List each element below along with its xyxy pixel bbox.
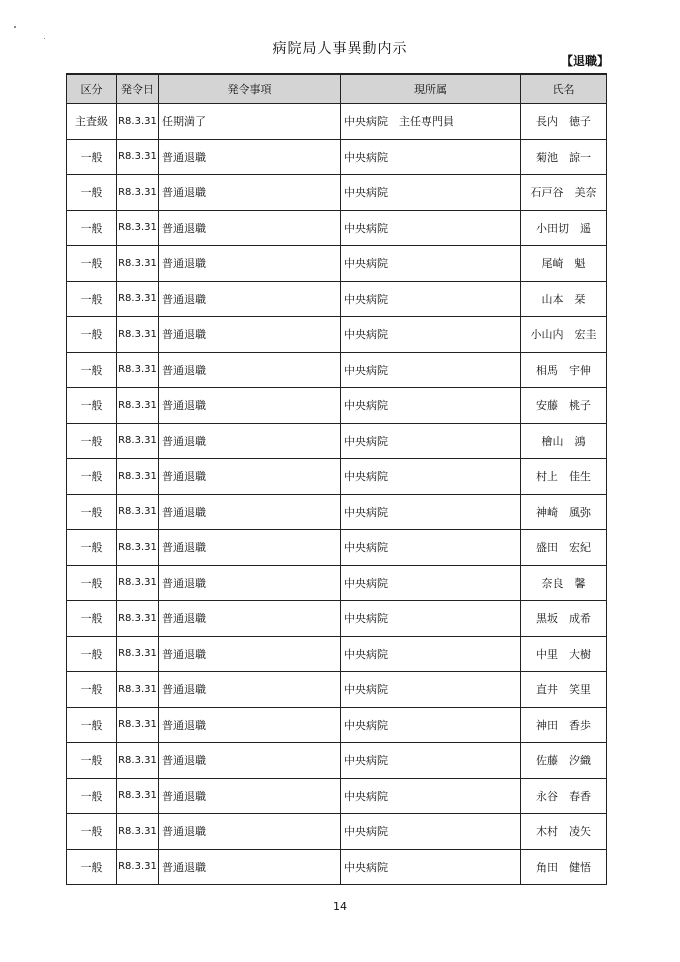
table-row: [67, 104, 607, 140]
cell-kubun: 一般: [67, 672, 117, 708]
cell-name: 菊池 諒一: [521, 139, 607, 175]
document-title: 病院局人事異動内示: [272, 41, 408, 57]
cell-shozoku: 中央病院: [341, 459, 521, 495]
cell-date: R8.3.31: [117, 530, 159, 566]
table-row: [67, 849, 607, 885]
cell-name: 石戸谷 美奈: [521, 175, 607, 211]
scan-speck: [14, 26, 16, 28]
cell-kubun: 一般: [67, 388, 117, 424]
cell-shozoku: 中央病院: [341, 565, 521, 601]
cell-jikou: 普通退職: [159, 778, 341, 814]
cell-date: R8.3.31: [117, 352, 159, 388]
table-row: [67, 246, 607, 282]
table-row: [67, 139, 607, 175]
header-date: 発令日: [117, 74, 159, 104]
table-body: [67, 104, 607, 885]
cell-kubun: 一般: [67, 423, 117, 459]
cell-date: R8.3.31: [117, 707, 159, 743]
header-kubun: 区分: [67, 74, 117, 104]
cell-jikou: 普通退職: [159, 530, 341, 566]
cell-kubun: 一般: [67, 317, 117, 353]
cell-date: R8.3.31: [117, 388, 159, 424]
cell-kubun: 一般: [67, 601, 117, 637]
cell-shozoku: 中央病院: [341, 423, 521, 459]
cell-shozoku: 中央病院: [341, 814, 521, 850]
cell-name: 佐藤 汐織: [521, 743, 607, 779]
cell-name: 安藤 桃子: [521, 388, 607, 424]
cell-name: 小山内 宏圭: [521, 317, 607, 353]
cell-jikou: 普通退職: [159, 210, 341, 246]
cell-name: 村上 佳生: [521, 459, 607, 495]
cell-date: R8.3.31: [117, 104, 159, 140]
table-row: [67, 352, 607, 388]
category-label: 【退職】: [560, 54, 609, 68]
table-row: [67, 494, 607, 530]
cell-jikou: 普通退職: [159, 707, 341, 743]
table-row: [67, 743, 607, 779]
cell-kubun: 一般: [67, 175, 117, 211]
cell-date: R8.3.31: [117, 636, 159, 672]
cell-name: 奈良 馨: [521, 565, 607, 601]
cell-kubun: 一般: [67, 352, 117, 388]
cell-jikou: 普通退職: [159, 459, 341, 495]
cell-kubun: 主査級: [67, 104, 117, 140]
cell-kubun: 一般: [67, 778, 117, 814]
cell-name: 永谷 春香: [521, 778, 607, 814]
cell-kubun: 一般: [67, 210, 117, 246]
cell-jikou: 普通退職: [159, 636, 341, 672]
cell-jikou: 普通退職: [159, 352, 341, 388]
cell-shozoku: 中央病院: [341, 139, 521, 175]
cell-shozoku: 中央病院: [341, 707, 521, 743]
cell-shozoku: 中央病院: [341, 849, 521, 885]
table-row: [67, 530, 607, 566]
table-row: [67, 601, 607, 637]
table-row: [67, 707, 607, 743]
cell-jikou: 普通退職: [159, 601, 341, 637]
cell-jikou: 普通退職: [159, 423, 341, 459]
cell-name: 中里 大樹: [521, 636, 607, 672]
cell-jikou: 普通退職: [159, 175, 341, 211]
cell-name: 檜山 鴻: [521, 423, 607, 459]
cell-shozoku: 中央病院: [341, 601, 521, 637]
cell-name: 神崎 風弥: [521, 494, 607, 530]
cell-kubun: 一般: [67, 636, 117, 672]
table-row: [67, 636, 607, 672]
cell-jikou: 普通退職: [159, 849, 341, 885]
cell-kubun: 一般: [67, 849, 117, 885]
cell-kubun: 一般: [67, 565, 117, 601]
cell-date: R8.3.31: [117, 139, 159, 175]
table-row: [67, 210, 607, 246]
cell-jikou: 普通退職: [159, 246, 341, 282]
table-row: [67, 317, 607, 353]
cell-jikou: 普通退職: [159, 565, 341, 601]
cell-jikou: 普通退職: [159, 743, 341, 779]
cell-name: 木村 凌矢: [521, 814, 607, 850]
cell-kubun: 一般: [67, 814, 117, 850]
cell-jikou: 普通退職: [159, 139, 341, 175]
cell-shozoku: 中央病院: [341, 494, 521, 530]
cell-date: R8.3.31: [117, 281, 159, 317]
cell-jikou: 任期満了: [159, 104, 341, 140]
cell-shozoku: 中央病院: [341, 210, 521, 246]
cell-jikou: 普通退職: [159, 388, 341, 424]
cell-date: R8.3.31: [117, 601, 159, 637]
table-row: [67, 778, 607, 814]
cell-name: 角田 健悟: [521, 849, 607, 885]
cell-kubun: 一般: [67, 139, 117, 175]
cell-date: R8.3.31: [117, 565, 159, 601]
cell-shozoku: 中央病院: [341, 672, 521, 708]
cell-kubun: 一般: [67, 494, 117, 530]
cell-shozoku: 中央病院: [341, 636, 521, 672]
cell-date: R8.3.31: [117, 317, 159, 353]
header-shozoku: 現所属: [341, 74, 521, 104]
table-row: [67, 565, 607, 601]
cell-date: R8.3.31: [117, 814, 159, 850]
cell-name: 尾崎 魁: [521, 246, 607, 282]
cell-shozoku: 中央病院: [341, 175, 521, 211]
cell-name: 小田切 遥: [521, 210, 607, 246]
table-row: [67, 814, 607, 850]
cell-date: R8.3.31: [117, 459, 159, 495]
cell-kubun: 一般: [67, 707, 117, 743]
cell-name: 直井 笑里: [521, 672, 607, 708]
cell-date: R8.3.31: [117, 423, 159, 459]
cell-shozoku: 中央病院 主任専門員: [341, 104, 521, 140]
cell-kubun: 一般: [67, 281, 117, 317]
cell-shozoku: 中央病院: [341, 281, 521, 317]
cell-jikou: 普通退職: [159, 494, 341, 530]
table-row: [67, 423, 607, 459]
cell-shozoku: 中央病院: [341, 246, 521, 282]
cell-date: R8.3.31: [117, 672, 159, 708]
cell-name: 黒坂 成希: [521, 601, 607, 637]
cell-kubun: 一般: [67, 743, 117, 779]
cell-name: 神田 香歩: [521, 707, 607, 743]
cell-name: 相馬 宇伸: [521, 352, 607, 388]
cell-kubun: 一般: [67, 459, 117, 495]
cell-name: 山本 栞: [521, 281, 607, 317]
header-jikou: 発令事項: [159, 74, 341, 104]
cell-shozoku: 中央病院: [341, 352, 521, 388]
table-row: [67, 388, 607, 424]
cell-shozoku: 中央病院: [341, 317, 521, 353]
table-row: [67, 281, 607, 317]
cell-kubun: 一般: [67, 530, 117, 566]
cell-jikou: 普通退職: [159, 814, 341, 850]
table-row: [67, 459, 607, 495]
cell-name: 盛田 宏紀: [521, 530, 607, 566]
cell-jikou: 普通退職: [159, 317, 341, 353]
cell-shozoku: 中央病院: [341, 530, 521, 566]
page-number: 14: [333, 900, 347, 913]
table-row: [67, 175, 607, 211]
cell-date: R8.3.31: [117, 778, 159, 814]
cell-date: R8.3.31: [117, 849, 159, 885]
header-name: 氏名: [521, 74, 607, 104]
cell-date: R8.3.31: [117, 494, 159, 530]
table-row: [67, 672, 607, 708]
cell-jikou: 普通退職: [159, 281, 341, 317]
cell-kubun: 一般: [67, 246, 117, 282]
cell-jikou: 普通退職: [159, 672, 341, 708]
cell-name: 長内 徳子: [521, 104, 607, 140]
cell-date: R8.3.31: [117, 210, 159, 246]
cell-shozoku: 中央病院: [341, 778, 521, 814]
cell-shozoku: 中央病院: [341, 743, 521, 779]
cell-shozoku: 中央病院: [341, 388, 521, 424]
cell-date: R8.3.31: [117, 175, 159, 211]
table-header-row: [67, 74, 607, 104]
cell-date: R8.3.31: [117, 743, 159, 779]
cell-date: R8.3.31: [117, 246, 159, 282]
personnel-table: [66, 73, 607, 885]
